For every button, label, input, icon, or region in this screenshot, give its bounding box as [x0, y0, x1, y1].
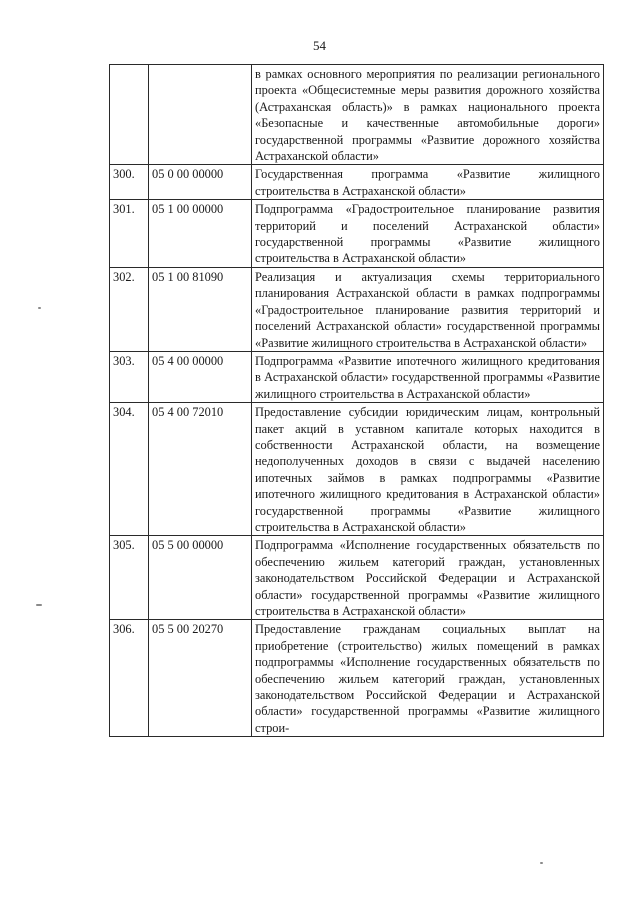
row-number	[110, 65, 149, 165]
row-description: Подпрограмма «Развитие ипотечного жилищного кредитования в Астраханской области» государственной программы «Развитие жилищного строительства в Астраханской области»	[252, 351, 604, 402]
row-description: Государственная программа «Развитие жилищного строительства в Астраханской области»	[252, 165, 604, 200]
row-number: 300.	[110, 165, 149, 200]
table-row	[110, 351, 604, 402]
table-row	[110, 536, 604, 620]
scan-speck	[36, 604, 42, 606]
row-number: 301.	[110, 200, 149, 268]
row-number: 305.	[110, 536, 149, 620]
scan-speck	[540, 862, 543, 864]
row-number: 304.	[110, 403, 149, 536]
classification-code: 05 1 00 81090	[149, 267, 252, 351]
classification-code: 05 4 00 72010	[149, 403, 252, 536]
row-description: Предоставление субсидии юридическим лицам, контрольный пакет акций в уставном капитале которых находится в собственности Астраханской области, на возмещение недополученных доходов в связи с выдачей населению ипотечных займов в рамках подпрограммы «Развитие ипотечного жилищного кредитования в Астраханской области» государственной программы «Развитие жилищного строительства в Астраханской области»	[252, 403, 604, 536]
row-description: Подпрограмма «Градостроительное планирование развития территорий и поселений Астраханской области» государственной программы «Развитие жилищного строительства в Астраханской области»	[252, 200, 604, 268]
row-description: в рамках основного мероприятия по реализации регионального проекта «Общесистемные меры развития дорожного хозяйства (Астраханская область)» в рамках национального проекта «Безопасные и качественные автомобильные дороги» государственной программы «Развитие дорожного хозяйства Астраханской области»	[252, 65, 604, 165]
row-description: Предоставление гражданам социальных выплат на приобретение (строительство) жилых помещений в рамках подпрограммы «Исполнение государственных обязательств по обеспечению жильем категорий граждан, установленных законодательством Российской Федерации и Астраханской области» государственной программы «Развитие жилищного строи-	[252, 620, 604, 737]
scan-speck	[38, 307, 41, 309]
classification-code: 05 5 00 20270	[149, 620, 252, 737]
table-row	[110, 620, 604, 737]
table-row	[110, 65, 604, 165]
classification-code: 05 1 00 00000	[149, 200, 252, 268]
classification-code: 05 4 00 00000	[149, 351, 252, 402]
classification-code: 05 0 00 00000	[149, 165, 252, 200]
row-number: 303.	[110, 351, 149, 402]
table-row	[110, 267, 604, 351]
row-description: Реализация и актуализация схемы территориального планирования Астраханской области в рамках подпрограммы «Градостроительное планирование развития территорий и поселений Астраханской области» государственной программы «Развитие жилищного строительства в Астраханской области»	[252, 267, 604, 351]
row-description: Подпрограмма «Исполнение государственных обязательств по обеспечению жильем категорий граждан, установленных законодательством Российской Федерации и Астраханской области» государственной программы «Развитие жилищного строительства в Астраханской области»	[252, 536, 604, 620]
classification-code	[149, 65, 252, 165]
page-number: 54	[313, 38, 326, 53]
budget-code-table	[109, 64, 604, 737]
classification-code: 05 5 00 00000	[149, 536, 252, 620]
row-number: 306.	[110, 620, 149, 737]
table-row	[110, 403, 604, 536]
row-number: 302.	[110, 267, 149, 351]
table-row	[110, 165, 604, 200]
table-row	[110, 200, 604, 268]
